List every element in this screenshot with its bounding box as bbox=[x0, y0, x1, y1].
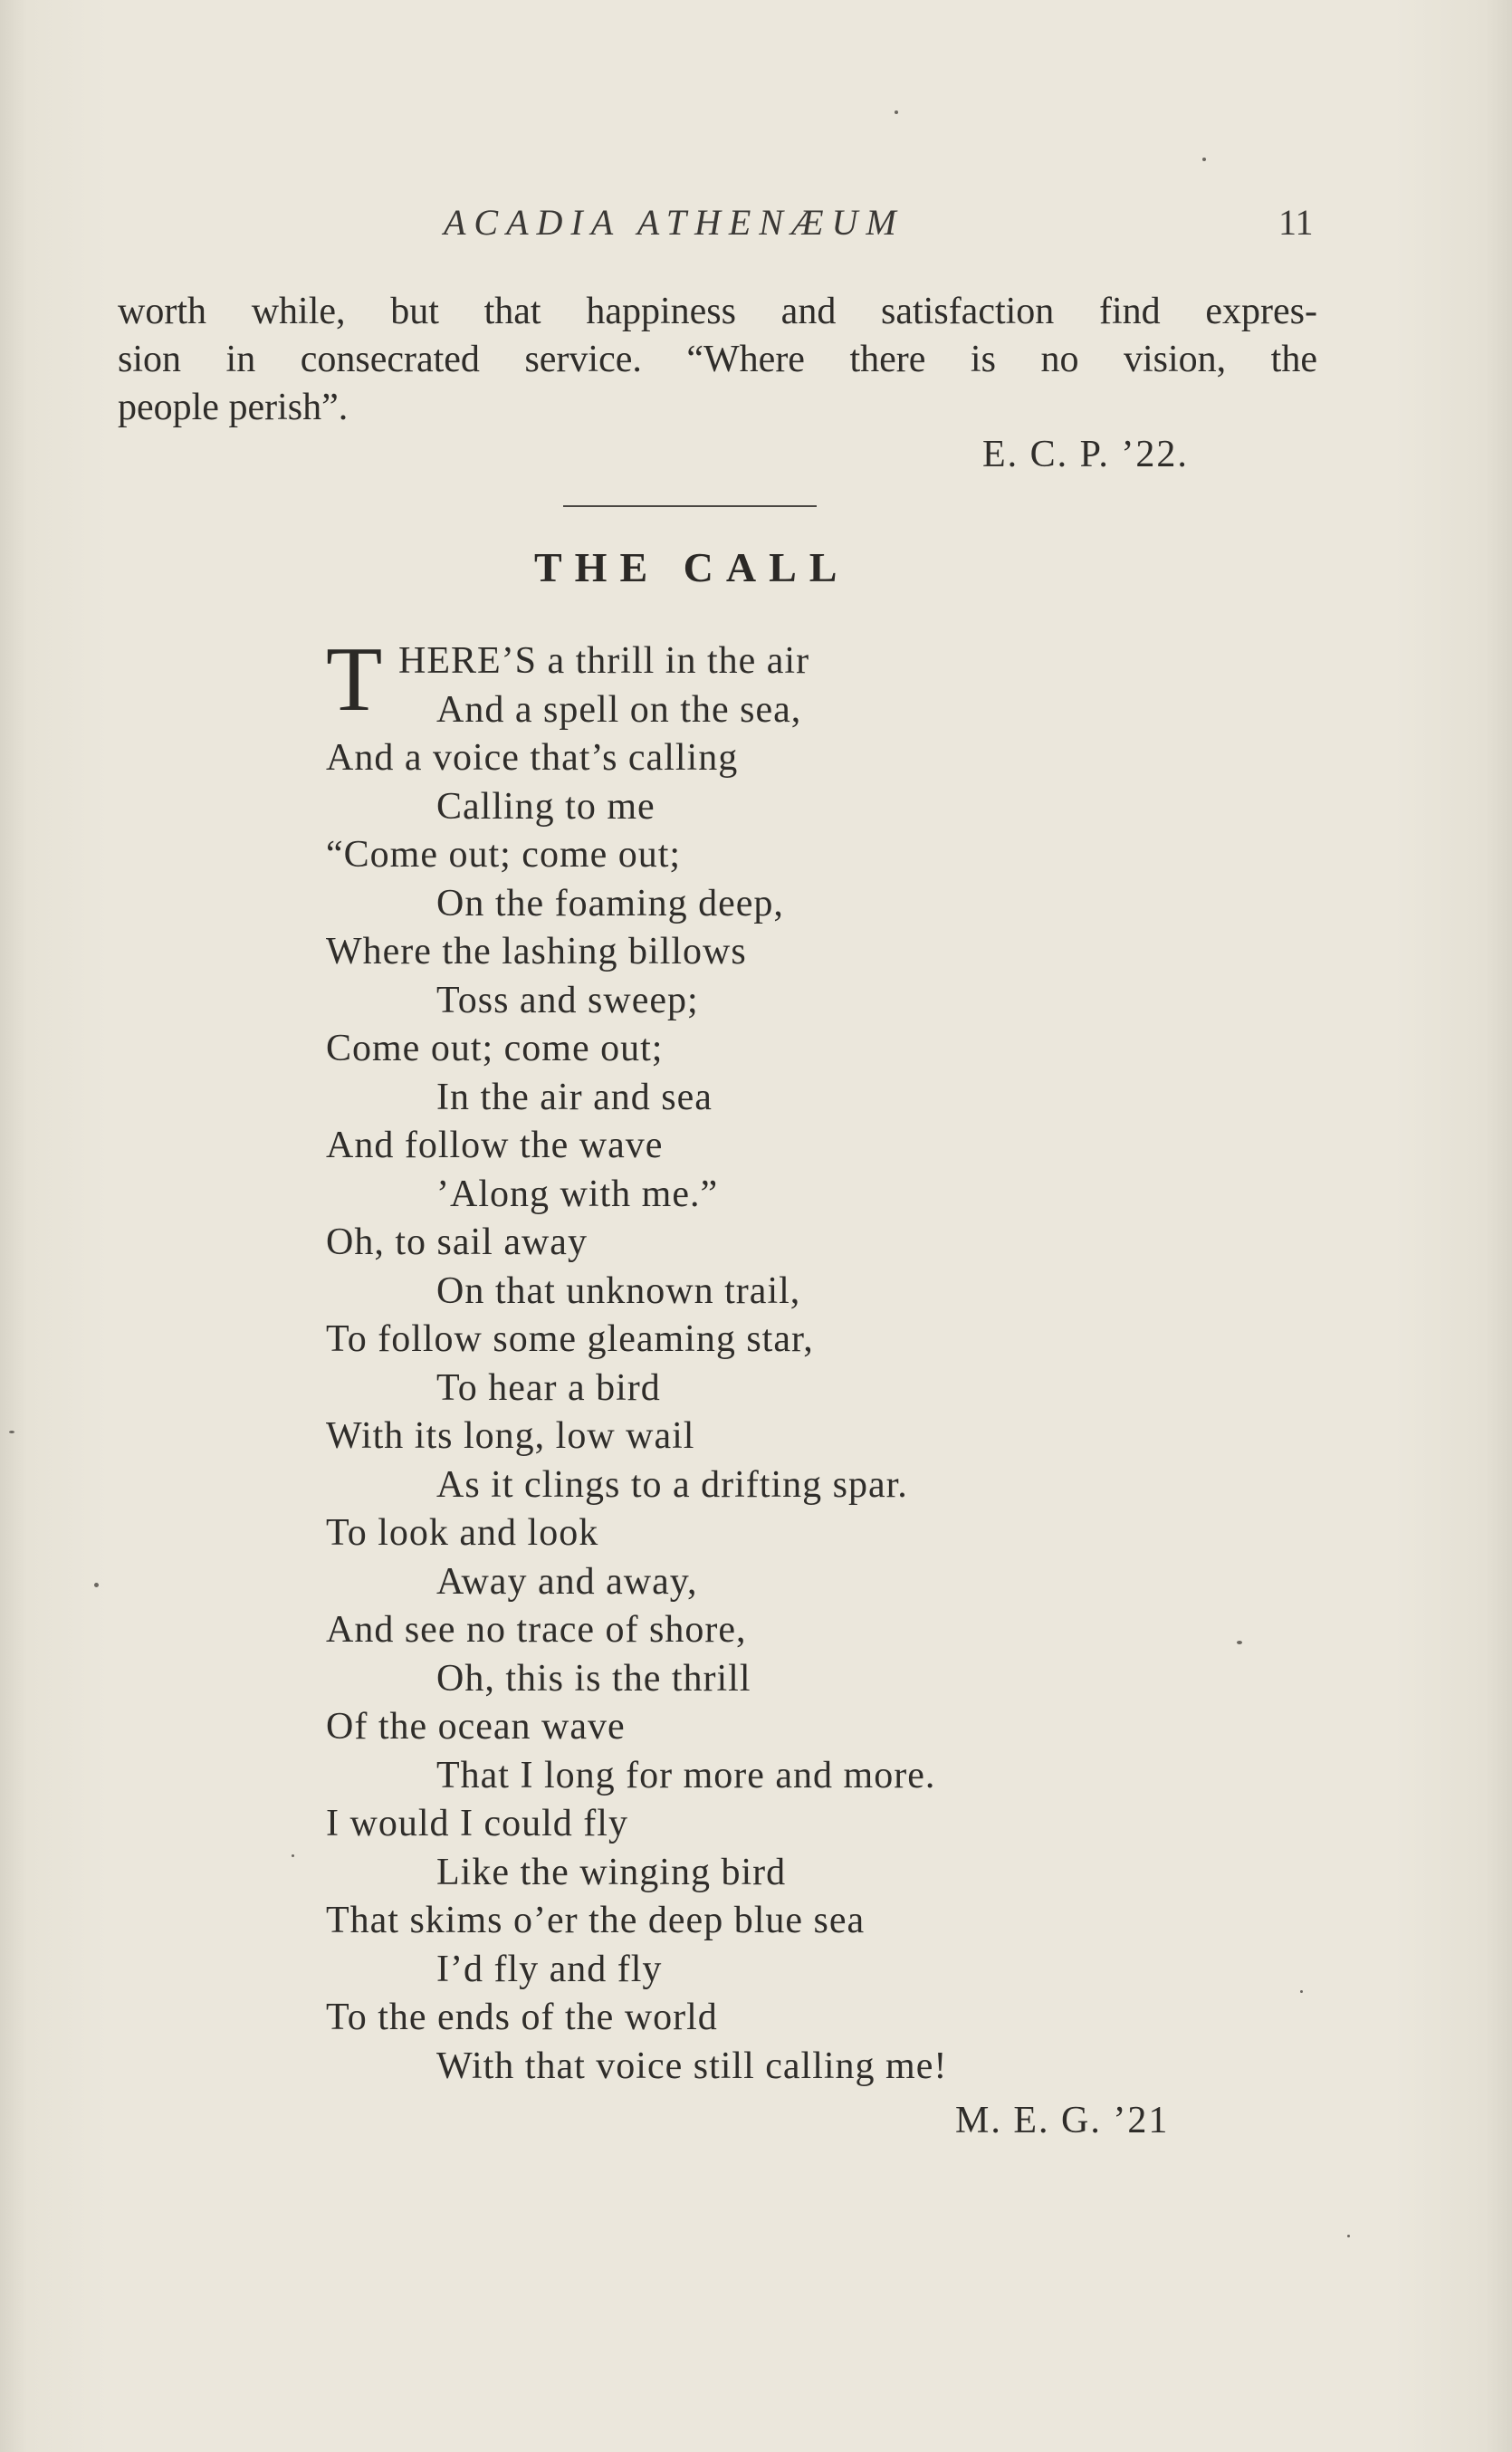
poem-line: “Come out; come out; bbox=[326, 834, 682, 876]
poem-line: Where the lashing billows bbox=[326, 931, 747, 972]
scan-speck bbox=[1347, 2235, 1350, 2237]
prose-paragraph bbox=[118, 288, 1317, 432]
page-number: 11 bbox=[1278, 202, 1314, 243]
scan-speck bbox=[1202, 158, 1206, 161]
poem-line: Toss and sweep; bbox=[436, 979, 699, 1021]
prose-line: people perish”. bbox=[118, 387, 349, 428]
scan-speck bbox=[1300, 1990, 1303, 1993]
poem-line: To follow some gleaming star, bbox=[326, 1318, 814, 1360]
poem-line: On the foaming deep, bbox=[436, 882, 784, 924]
poem-line: On that unknown trail, bbox=[436, 1269, 801, 1312]
prose-line: sion in consecrated service. “Where there is no vision, the bbox=[118, 339, 1317, 380]
poem-title: THE CALL bbox=[534, 544, 850, 590]
poem-line: Oh, to sail away bbox=[326, 1221, 588, 1263]
poem-line: And see no trace of shore, bbox=[326, 1609, 747, 1651]
poem-line: I would I could fly bbox=[326, 1803, 628, 1844]
poem-line: In the air and sea bbox=[436, 1076, 713, 1118]
poem-line: To look and look bbox=[326, 1512, 599, 1554]
poem-line: And follow the wave bbox=[326, 1125, 664, 1166]
poem-line: To the ends of the world bbox=[326, 1997, 718, 2038]
running-head: ACADIA ATHENÆUM bbox=[444, 202, 904, 243]
poem-line: Oh, this is the thrill bbox=[436, 1657, 751, 1700]
scan-speck bbox=[94, 1583, 99, 1587]
page-header bbox=[0, 201, 1512, 246]
poem-line: With that voice still calling me! bbox=[436, 2045, 948, 2087]
poem-line: Of the ocean wave bbox=[326, 1706, 626, 1748]
poem-line: I’d fly and fly bbox=[436, 1948, 663, 1990]
poem-line: Like the winging bird bbox=[436, 1851, 787, 1893]
poem-line: HERE’S a thrill in the air bbox=[398, 640, 810, 682]
drop-cap: T bbox=[326, 628, 383, 731]
prose-signature: E. C. P. ’22. bbox=[982, 434, 1189, 475]
poem-body bbox=[326, 628, 1231, 2091]
poem-line: Away and away, bbox=[436, 1560, 698, 1603]
poem-line: Calling to me bbox=[436, 785, 656, 828]
poem-line: Come out; come out; bbox=[326, 1028, 664, 1069]
prose-line: worth while, but that happiness and satisfaction find expres- bbox=[118, 291, 1317, 332]
poem-signature: M. E. G. ’21 bbox=[955, 2100, 1170, 2141]
scan-speck bbox=[895, 110, 898, 114]
poem-line: That skims o’er the deep blue sea bbox=[326, 1900, 866, 1941]
poem-line: As it clings to a drifting spar. bbox=[436, 1463, 908, 1506]
poem-line: That I long for more and more. bbox=[436, 1754, 936, 1796]
poem-line: With its long, low wail bbox=[326, 1415, 695, 1457]
poem-line: ’Along with me.” bbox=[436, 1173, 719, 1215]
poem-line: And a spell on the sea, bbox=[436, 688, 802, 731]
poem-line: And a voice that’s calling bbox=[326, 737, 739, 779]
scan-speck bbox=[9, 1431, 14, 1433]
scan-speck bbox=[292, 1854, 294, 1857]
scan-speck bbox=[1237, 1641, 1242, 1644]
poem-line: To hear a bird bbox=[436, 1366, 661, 1409]
section-divider bbox=[563, 505, 817, 507]
